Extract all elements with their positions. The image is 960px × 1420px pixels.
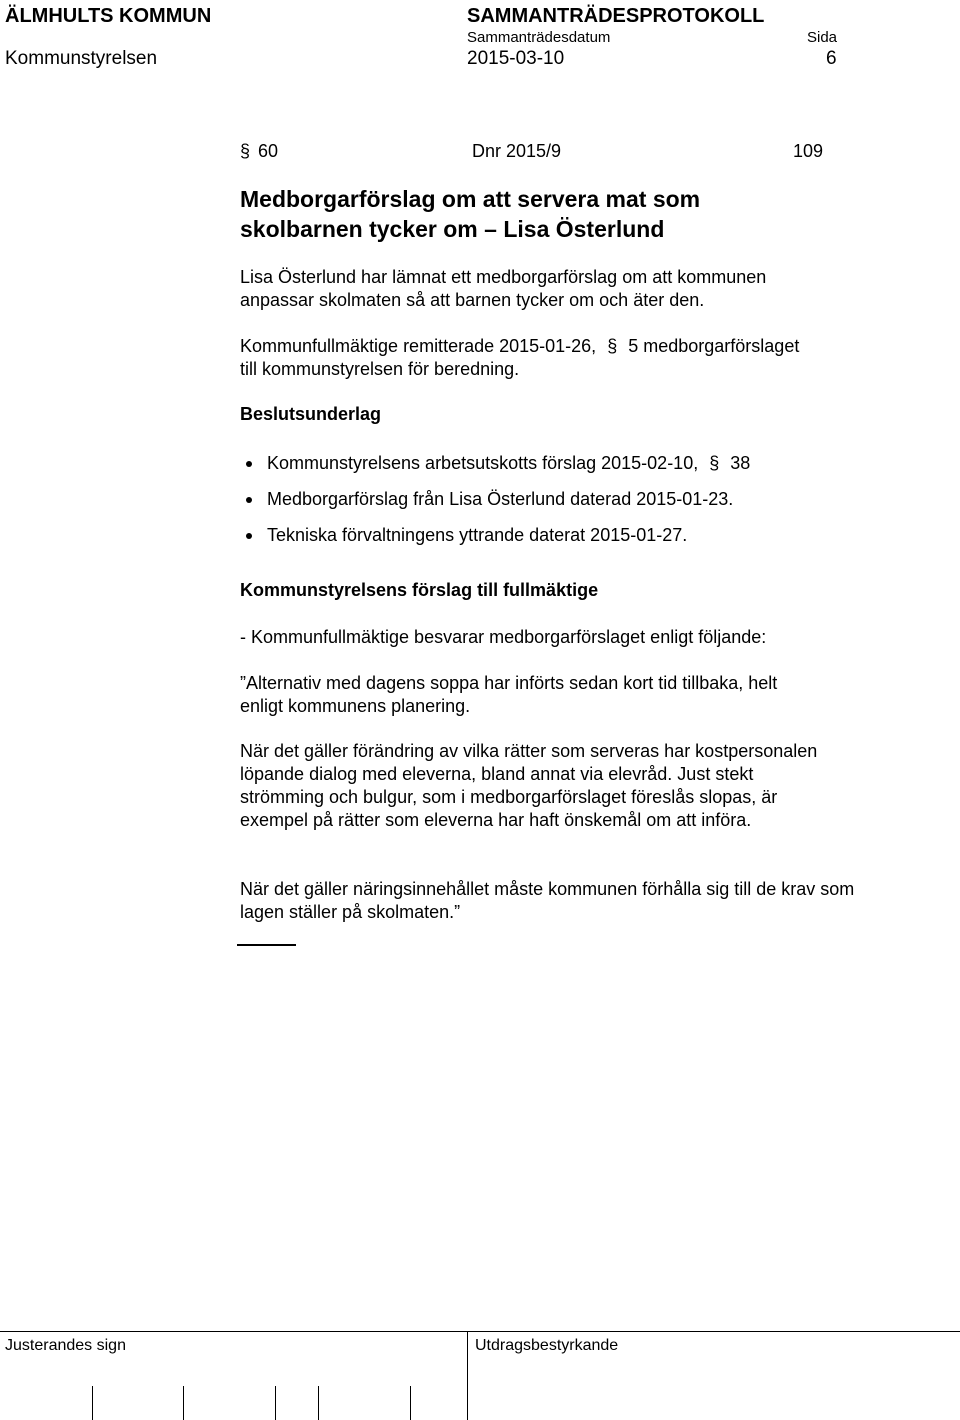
quote-close-mark: ” <box>454 902 461 922</box>
list-item-text: Tekniska förvaltningens yttrande daterat 2015-01-27. <box>267 525 688 545</box>
referral-section-sign: § <box>607 336 618 356</box>
section-heading-proposal: Kommunstyrelsens förslag till fullmäktige <box>240 580 599 600</box>
list-item-text: Medborgarförslag från Lisa Österlund daterad 2015-01-23. <box>267 489 734 509</box>
quote-paragraph-nutrition <box>240 878 860 924</box>
quote-line1 <box>240 672 777 695</box>
quote-text-line1: Alternativ med dagens soppa har införts sedan kort tid tillbaka, helt <box>246 673 778 693</box>
section-heading-beslutsunderlag: Beslutsunderlag <box>240 404 382 424</box>
footer-sign-label: Justerandes sign <box>5 1337 126 1354</box>
footer-column-divider <box>467 1331 468 1420</box>
footer-divider <box>0 1331 960 1332</box>
signature-box-divider <box>275 1386 276 1420</box>
quote-open-mark: ” <box>240 673 246 693</box>
paragraph-referral-line1 <box>240 335 799 358</box>
item-title-line1: Medborgarförslag om att servera mat som <box>240 186 701 212</box>
item-section-sign: § <box>240 141 251 161</box>
item-code: 109 <box>793 141 824 161</box>
list-item-text: Kommunstyrelsens arbetsutskotts förslag 2015-02-10, <box>267 453 699 473</box>
committee-name: Kommunstyrelsen <box>5 48 158 69</box>
paragraph-proposal: Lisa Österlund har lämnat ett medborgarförslag om att kommunen anpassar skolmaten så att barnen tycker om och äter den. <box>240 267 767 310</box>
quote-line2: enligt kommunens planering. <box>240 696 471 716</box>
meeting-date: 2015-03-10 <box>467 48 565 69</box>
end-rule <box>237 944 296 946</box>
quote-paragraph-dialog: När det gäller förändring av vilka rätter som serveras har kostpersonalen löpande dialog med eleverna, bland annat via elevråd. Just stekt strömming och bulgur, som i medborgarförslaget föreslås slopas, är exempel på rätter som eleverna har haft önskemål om att införa. <box>240 741 818 830</box>
item-number: 60 <box>258 141 279 161</box>
item-title-line2: skolbarnen tycker om – Lisa Österlund <box>240 216 665 242</box>
signature-box-divider <box>318 1386 319 1420</box>
bullet-icon <box>246 533 252 539</box>
quote-text-nutrition: När det gäller näringsinnehållet måste kommunen förhålla sig till de krav som lagen ställer på skolmaten. <box>240 879 855 922</box>
signature-box-divider <box>410 1386 411 1420</box>
list-item-section-sign: § <box>709 453 720 473</box>
list-item-section-number: 38 <box>730 453 751 473</box>
bullet-icon <box>246 497 252 503</box>
page-label: Sida <box>807 29 838 46</box>
municipality-name: ÄLMHULTS KOMMUN <box>5 5 212 27</box>
item-dnr: Dnr 2015/9 <box>472 141 562 161</box>
proposal-intro: - Kommunfullmäktige besvarar medborgarförslaget enligt följande: <box>240 627 767 647</box>
paragraph-referral-line2: till kommunstyrelsen för beredning. <box>240 359 520 379</box>
footer-copy-label: Utdragsbestyrkande <box>475 1337 619 1354</box>
signature-box-divider <box>183 1386 184 1420</box>
referral-text-after: 5 medborgarförslaget <box>628 336 800 356</box>
bullet-icon <box>246 461 252 467</box>
referral-text-before: Kommunfullmäktige remitterade 2015-01-26, <box>240 336 597 356</box>
signature-box-divider <box>92 1386 93 1420</box>
page-number: 6 <box>826 48 837 69</box>
meeting-date-label: Sammanträdesdatum <box>467 29 611 46</box>
document-type: SAMMANTRÄDESPROTOKOLL <box>467 5 765 27</box>
